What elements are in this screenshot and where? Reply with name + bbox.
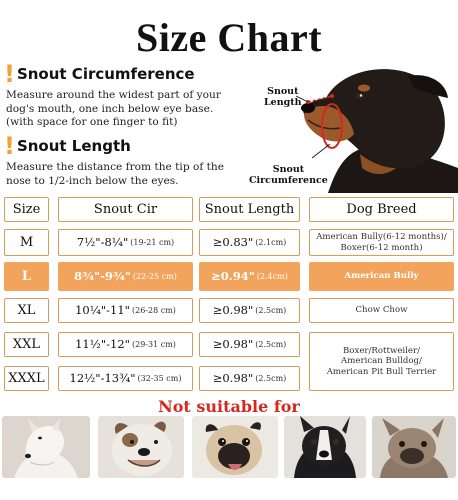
breed-line: American Pit Bull Terrier	[326, 366, 437, 377]
size-cell: M	[4, 229, 49, 256]
breed-line: Boxer/Rottweiler/	[342, 345, 420, 356]
pug-photo	[192, 416, 278, 478]
snout-length-cell	[199, 366, 300, 391]
header-dog-breed: Dog Breed	[309, 197, 454, 222]
breed-line: American Bully(6-12 months)/	[316, 232, 447, 242]
french-bulldog-photo	[372, 416, 456, 478]
exclamation-icon: !	[4, 132, 15, 160]
len-inches: ≥0.98"	[212, 336, 254, 351]
snout-circumference-label	[249, 164, 328, 186]
cir-inches: 7½"-8¼"	[76, 234, 129, 249]
size-cell: XXXL	[4, 366, 49, 391]
header-size: Size	[4, 197, 49, 222]
label-line: Circumference	[249, 175, 328, 186]
len-cm: (2.5cm)	[255, 339, 287, 349]
len-inches: ≥0.98"	[212, 370, 254, 385]
section-heading-circumference	[4, 62, 195, 86]
size-cell: XL	[4, 298, 49, 323]
cir-cm: (32-35 cm)	[137, 373, 182, 383]
label-line: Snout	[267, 86, 299, 97]
snout-cir-cell	[58, 298, 193, 323]
label-line: Snout	[272, 164, 305, 175]
circumference-description	[6, 89, 221, 130]
bulldog-photo	[98, 416, 184, 478]
boston-terrier-image	[284, 416, 366, 478]
cir-inches: 10¼"-11"	[75, 302, 130, 317]
breed-cell	[309, 229, 454, 256]
len-cm: (2.1cm)	[255, 237, 287, 247]
cir-cm: (29-31 cm)	[131, 339, 176, 349]
size-cell: XXL	[4, 332, 49, 357]
snout-cir-cell	[58, 332, 193, 357]
bull-terrier-photo	[2, 416, 90, 478]
desc-line: dog's mouth, one inch below eye base.	[6, 102, 214, 115]
desc-line: Measure around the widest part of your	[6, 89, 221, 101]
length-description	[6, 161, 224, 188]
snout-length-cell	[199, 332, 300, 357]
bulldog-image	[98, 416, 184, 478]
len-inches: ≥0.98"	[212, 302, 254, 317]
page-title: Size Chart	[135, 15, 323, 60]
circumference-heading: Snout Circumference	[16, 65, 195, 83]
len-cm: (2.4cm)	[256, 271, 288, 281]
header-snout-cir: Snout Cir	[58, 197, 193, 222]
snout-cir-cell	[58, 229, 193, 256]
boston-terrier-photo	[284, 416, 366, 478]
cir-inches: 8¾"-9¾"	[74, 268, 131, 283]
breed-line: Boxer(6-12 month)	[340, 242, 423, 253]
breed-cell	[309, 262, 454, 291]
snout-length-cell	[199, 229, 300, 256]
label-line: Length	[264, 97, 302, 108]
french-bulldog-image	[372, 416, 456, 478]
breed-cell-merged	[309, 332, 454, 391]
exclamation-icon: !	[4, 60, 15, 88]
length-heading: Snout Length	[16, 137, 131, 155]
len-inches: ≥0.94"	[211, 268, 255, 283]
bull-terrier-image	[2, 416, 90, 478]
breed-line: Chow Chow	[355, 305, 408, 316]
cir-inches: 12½"-13¾"	[69, 370, 136, 385]
header-snout-length: Snout Length	[199, 197, 300, 222]
snout-length-cell	[199, 262, 300, 291]
len-cm: (2.5cm)	[255, 305, 287, 315]
size-cell: L	[4, 262, 49, 291]
snout-length-cell	[199, 298, 300, 323]
desc-line: (with space for one finger to fit)	[6, 116, 178, 128]
cir-cm: (19-21 cm)	[130, 237, 175, 247]
breed-line: American Bully	[344, 271, 419, 282]
not-suitable-heading: Not suitable for	[158, 397, 300, 416]
snout-cir-cell	[58, 366, 193, 391]
desc-line: nose to 1/2-inch below the eyes.	[6, 174, 179, 187]
desc-line: Measure the distance from the tip of the	[6, 161, 224, 173]
snout-length-label	[264, 86, 302, 108]
pug-image	[192, 416, 278, 478]
cir-cm: (22-25 cm)	[132, 271, 177, 281]
section-heading-length	[4, 134, 131, 158]
len-inches: ≥0.83"	[212, 234, 254, 249]
len-cm: (2.5cm)	[255, 373, 287, 383]
breed-line: American Bulldog/	[341, 356, 422, 367]
cir-inches: 11½"-12"	[75, 336, 130, 351]
snout-cir-cell	[58, 262, 193, 291]
breed-cell	[309, 298, 454, 323]
cir-cm: (26-28 cm)	[131, 305, 176, 315]
